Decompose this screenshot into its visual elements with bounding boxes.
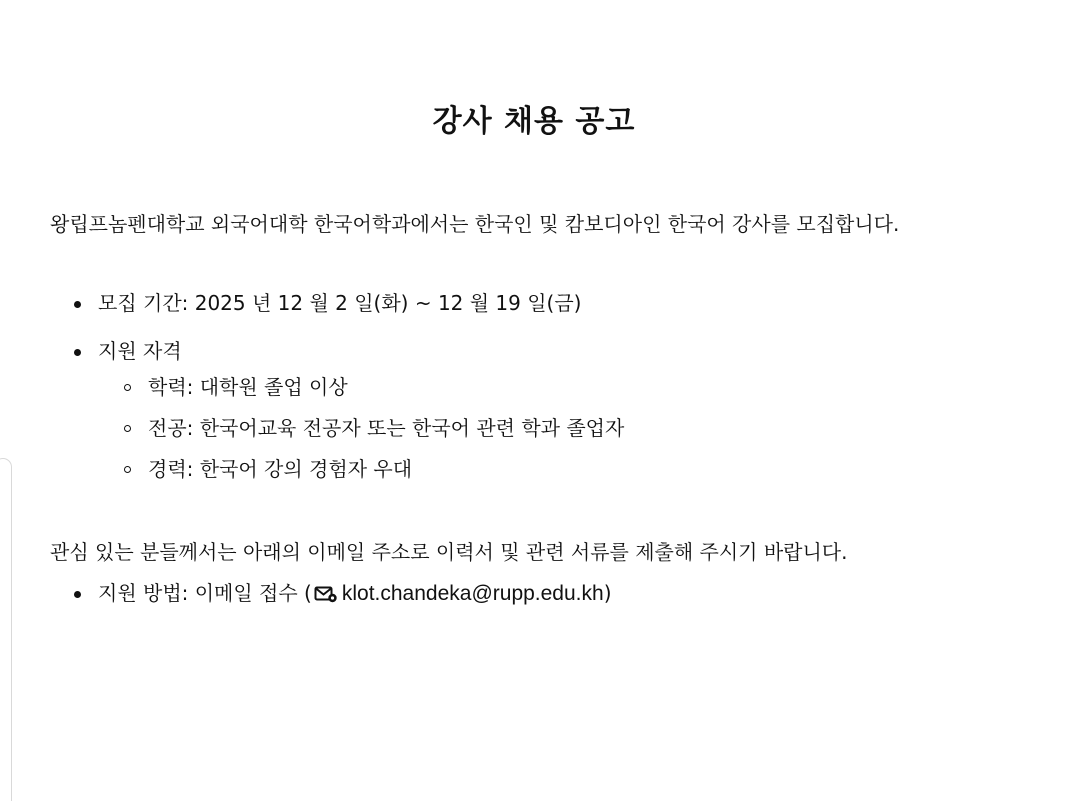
mail-icon (314, 581, 338, 611)
qualification-experience: 경력: 한국어 강의 경험자 우대 (148, 457, 413, 481)
email-link[interactable]: klot.chandeka@rupp.edu.kh (341, 582, 604, 605)
info-list (72, 288, 582, 384)
qualification-item (122, 413, 624, 443)
application-list (72, 578, 612, 626)
qualifications-label: 지원 자격 (98, 339, 182, 363)
closing-paragraph: 관심 있는 분들께서는 아래의 이메일 주소로 이력서 및 관련 서류를 제출해 주시기 바랍니다. (50, 540, 848, 564)
recruitment-period-text: 모집 기간: 2025 년 12 월 2 일(화) ~ 12 월 19 일(금) (98, 291, 582, 315)
page-title: 강사 채용 공고 (432, 104, 636, 139)
application-method-label: 지원 방법: 이메일 접수 ( (98, 581, 312, 605)
intro-paragraph: 왕립프놈펜대학교 외국어대학 한국어학과에서는 한국인 및 캄보디아인 한국어 강사를 모집합니다. (50, 212, 900, 236)
qualification-major: 전공: 한국어교육 전공자 또는 한국어 관련 학과 졸업자 (148, 416, 625, 440)
recruitment-period (72, 288, 582, 318)
qualification-item (122, 454, 624, 484)
application-method-close: ) (603, 581, 612, 605)
qualification-education: 학력: 대학원 졸업 이상 (148, 375, 348, 399)
qualification-item (122, 372, 624, 402)
qualifications-list (122, 372, 624, 495)
application-method (72, 578, 612, 608)
side-scroll-tab[interactable] (0, 458, 12, 801)
qualifications-heading (72, 336, 582, 366)
